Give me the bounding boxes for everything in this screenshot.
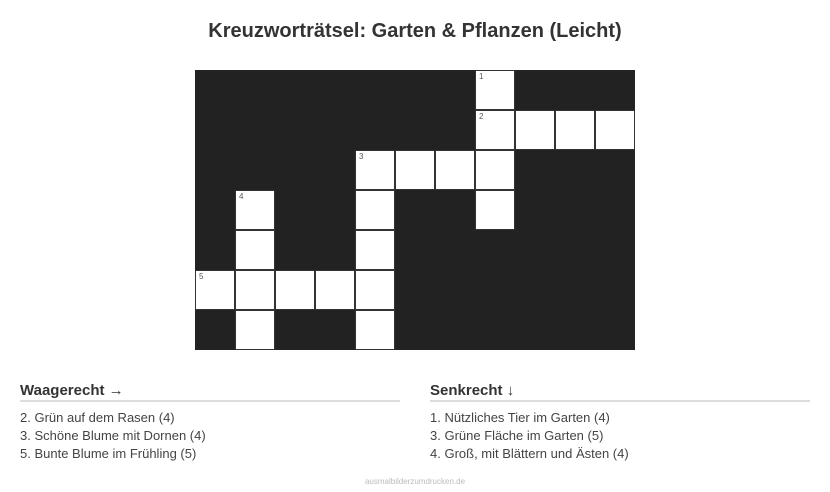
blocked-cell <box>515 230 555 270</box>
blocked-cell <box>555 310 595 350</box>
blocked-cell <box>595 150 635 190</box>
blocked-cell <box>395 190 435 230</box>
blocked-cell <box>435 270 475 310</box>
crossword-cell[interactable] <box>475 150 515 190</box>
blocked-cell <box>275 150 315 190</box>
crossword-cell[interactable] <box>475 70 515 110</box>
down-clue: 4. Groß, mit Blättern und Ästen (4) <box>430 446 629 461</box>
crossword-cell[interactable] <box>235 190 275 230</box>
crossword-cell[interactable] <box>475 190 515 230</box>
blocked-cell <box>475 310 515 350</box>
across-clue-list <box>20 409 400 463</box>
blocked-cell <box>195 70 235 110</box>
across-clue: 2. Grün auf dem Rasen (4) <box>20 410 175 425</box>
blocked-cell <box>595 190 635 230</box>
blocked-cell <box>355 70 395 110</box>
blocked-cell <box>595 70 635 110</box>
clue-number: 1 <box>479 72 484 81</box>
crossword-cell[interactable] <box>595 110 635 150</box>
crossword-cell[interactable] <box>235 310 275 350</box>
blocked-cell <box>315 190 355 230</box>
blocked-cell <box>435 190 475 230</box>
clue-number: 5 <box>199 272 204 281</box>
clue-number: 2 <box>479 112 484 121</box>
across-clues-panel <box>20 382 400 463</box>
blocked-cell <box>475 230 515 270</box>
blocked-cell <box>395 310 435 350</box>
across-heading: Waagerecht → <box>20 382 400 402</box>
crossword-cell[interactable] <box>355 310 395 350</box>
across-clue: 3. Schöne Blume mit Dornen (4) <box>20 428 206 443</box>
clue-number: 3 <box>359 152 364 161</box>
blocked-cell <box>315 230 355 270</box>
blocked-cell <box>355 110 395 150</box>
blocked-cell <box>435 110 475 150</box>
blocked-cell <box>315 310 355 350</box>
blocked-cell <box>395 270 435 310</box>
blocked-cell <box>315 70 355 110</box>
blocked-cell <box>275 310 315 350</box>
crossword-cell[interactable] <box>475 110 515 150</box>
across-clue: 5. Bunte Blume im Frühling (5) <box>20 446 197 461</box>
blocked-cell <box>435 230 475 270</box>
blocked-cell <box>515 310 555 350</box>
blocked-cell <box>395 70 435 110</box>
puzzle-title: Kreuzworträtsel: Garten & Pflanzen (Leicht) <box>208 20 622 42</box>
blocked-cell <box>195 150 235 190</box>
blocked-cell <box>315 110 355 150</box>
blocked-cell <box>595 310 635 350</box>
blocked-cell <box>515 190 555 230</box>
down-clues-panel <box>430 382 810 463</box>
blocked-cell <box>195 310 235 350</box>
blocked-cell <box>515 70 555 110</box>
crossword-cell[interactable] <box>355 190 395 230</box>
crossword-cell[interactable] <box>235 270 275 310</box>
down-clue-list <box>430 409 810 463</box>
down-heading: Senkrecht ↓ <box>430 382 810 402</box>
blocked-cell <box>195 190 235 230</box>
blocked-cell <box>235 150 275 190</box>
blocked-cell <box>235 110 275 150</box>
blocked-cell <box>315 150 355 190</box>
crossword-grid <box>195 70 635 350</box>
crossword-cell[interactable] <box>355 230 395 270</box>
blocked-cell <box>435 70 475 110</box>
blocked-cell <box>555 150 595 190</box>
crossword-cell[interactable] <box>395 150 435 190</box>
crossword-cell[interactable] <box>315 270 355 310</box>
blocked-cell <box>555 190 595 230</box>
blocked-cell <box>515 150 555 190</box>
blocked-cell <box>275 230 315 270</box>
crossword-cell[interactable] <box>355 270 395 310</box>
crossword-cell[interactable] <box>555 110 595 150</box>
blocked-cell <box>195 230 235 270</box>
blocked-cell <box>235 70 275 110</box>
crossword-cell[interactable] <box>355 150 395 190</box>
blocked-cell <box>275 70 315 110</box>
blocked-cell <box>435 310 475 350</box>
crossword-cell[interactable] <box>195 270 235 310</box>
blocked-cell <box>195 110 235 150</box>
crossword-cell[interactable] <box>275 270 315 310</box>
blocked-cell <box>555 70 595 110</box>
blocked-cell <box>395 230 435 270</box>
blocked-cell <box>595 230 635 270</box>
clue-number: 4 <box>239 192 244 201</box>
down-clue: 3. Grüne Fläche im Garten (5) <box>430 428 604 443</box>
crossword-cell[interactable] <box>235 230 275 270</box>
blocked-cell <box>555 230 595 270</box>
blocked-cell <box>515 270 555 310</box>
blocked-cell <box>275 110 315 150</box>
blocked-cell <box>475 270 515 310</box>
crossword-cell[interactable] <box>435 150 475 190</box>
blocked-cell <box>275 190 315 230</box>
blocked-cell <box>555 270 595 310</box>
blocked-cell <box>595 270 635 310</box>
crossword-cell[interactable] <box>515 110 555 150</box>
site-footer: ausmalbilderzumdrucken.de <box>364 477 466 486</box>
blocked-cell <box>395 110 435 150</box>
down-clue: 1. Nützliches Tier im Garten (4) <box>430 410 610 425</box>
